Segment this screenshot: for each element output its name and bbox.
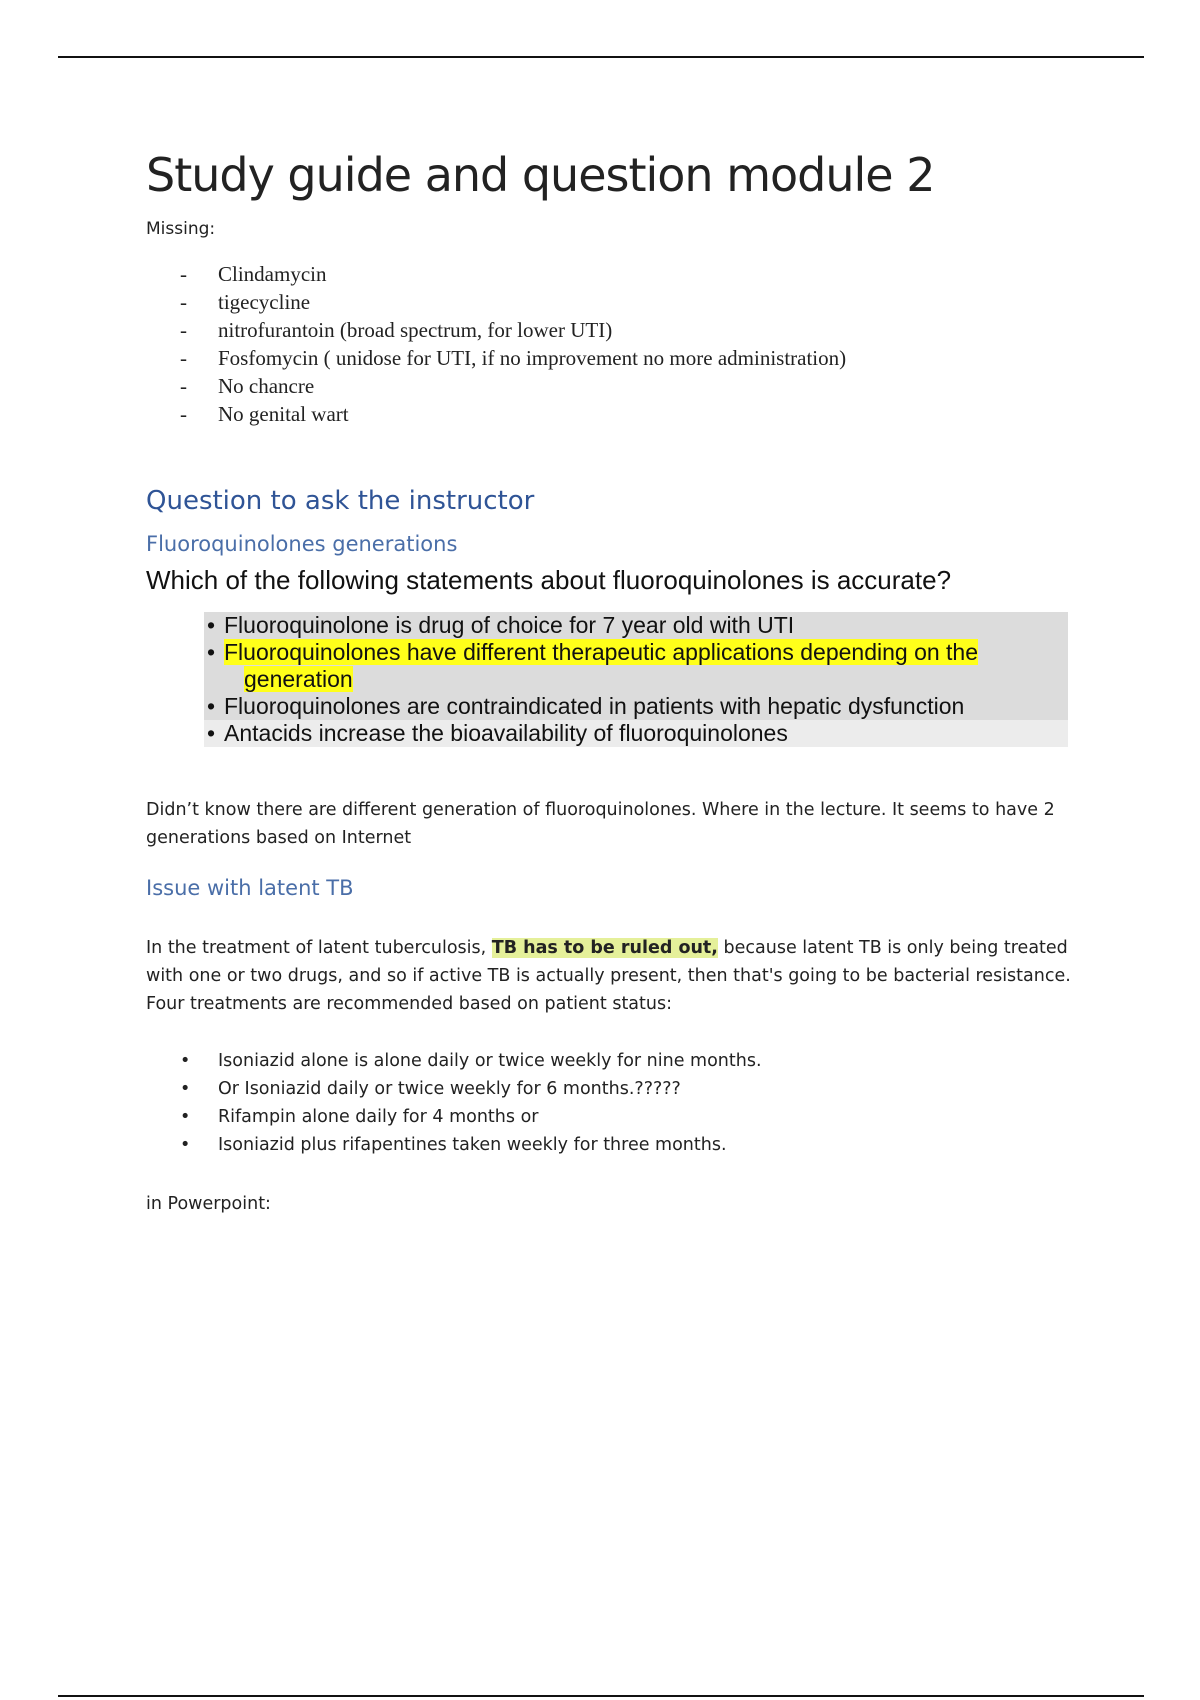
list-item: - tigecycline xyxy=(180,290,311,314)
latent-tb-paragraph: In the treatment of latent tuberculosis, TB has to be ruled out, because latent TB is only being treated with one or two drugs, and so if active TB is actually present, then that's going to be bacterial resistance. Four treatments are recommended based on patient status: xyxy=(146,938,1071,1014)
missing-label: Missing: xyxy=(146,219,216,239)
bottom-rule xyxy=(58,1695,1144,1697)
dash-glyph: - xyxy=(180,374,187,398)
bold-highlighted-text: TB has to be ruled out, xyxy=(491,938,718,958)
section-heading: Question to ask the instructor xyxy=(146,486,535,516)
list-item: - nitrofurantoin (broad spectrum, for lower UTI) xyxy=(180,318,613,342)
dash-glyph: - xyxy=(180,402,187,426)
answer-option: • Fluoroquinolone is drug of choice for 7 year old with UTI xyxy=(204,612,1068,639)
bullet-glyph: • xyxy=(207,639,216,665)
answer-option-highlighted xyxy=(204,639,1068,693)
bullet-glyph: • xyxy=(207,612,216,638)
top-rule xyxy=(58,56,1144,58)
fluoroquinolones-note: Didn’t know there are different generation of fluoroquinolones. Where in the lecture. It seems to have 2 generations based on Internet xyxy=(146,800,1055,848)
fluoroquinolones-subheading: Fluoroquinolones generations xyxy=(146,532,458,556)
bullet-glyph: • xyxy=(180,1051,191,1071)
treatment-list xyxy=(180,1047,762,1159)
bullet-glyph: • xyxy=(180,1079,191,1099)
answer-option: • Antacids increase the bioavailability of fluoroquinolones xyxy=(204,720,1068,747)
missing-list xyxy=(180,260,846,428)
highlighted-text: Fluoroquinolones have different therapeutic applications depending on the xyxy=(224,639,979,665)
list-item: • Isoniazid plus rifapentines taken weekly for three months. xyxy=(180,1131,762,1159)
list-item: - Fosfomycin ( unidose for UTI, if no improvement no more administration) xyxy=(180,346,847,370)
dash-glyph: - xyxy=(180,262,187,286)
answer-option: • Fluoroquinolones are contraindicated in patients with hepatic dysfunction xyxy=(204,693,1068,720)
answer-options xyxy=(204,612,1068,747)
dash-glyph: - xyxy=(180,290,187,314)
bullet-glyph: • xyxy=(180,1107,191,1127)
list-item: - No genital wart xyxy=(180,402,349,426)
latent-tb-subheading: Issue with latent TB xyxy=(146,876,354,900)
bullet-glyph: • xyxy=(207,720,216,746)
bullet-glyph: • xyxy=(180,1135,191,1155)
highlighted-text: generation xyxy=(244,666,353,692)
question-text: Which of the following statements about fluoroquinolones is accurate? xyxy=(146,565,952,595)
list-item: • Isoniazid alone is alone daily or twice weekly for nine months. xyxy=(180,1047,762,1075)
page-title: Study guide and question module 2 xyxy=(146,148,935,202)
dash-glyph: - xyxy=(180,346,187,370)
dash-glyph: - xyxy=(180,318,187,342)
list-item: • Rifampin alone daily for 4 months or xyxy=(180,1103,762,1131)
bullet-glyph: • xyxy=(207,693,216,719)
list-item: - No chancre xyxy=(180,374,315,398)
powerpoint-note: in Powerpoint: xyxy=(146,1194,271,1214)
list-item: - Clindamycin xyxy=(180,262,327,286)
list-item: • Or Isoniazid daily or twice weekly for 6 months.????? xyxy=(180,1075,762,1103)
